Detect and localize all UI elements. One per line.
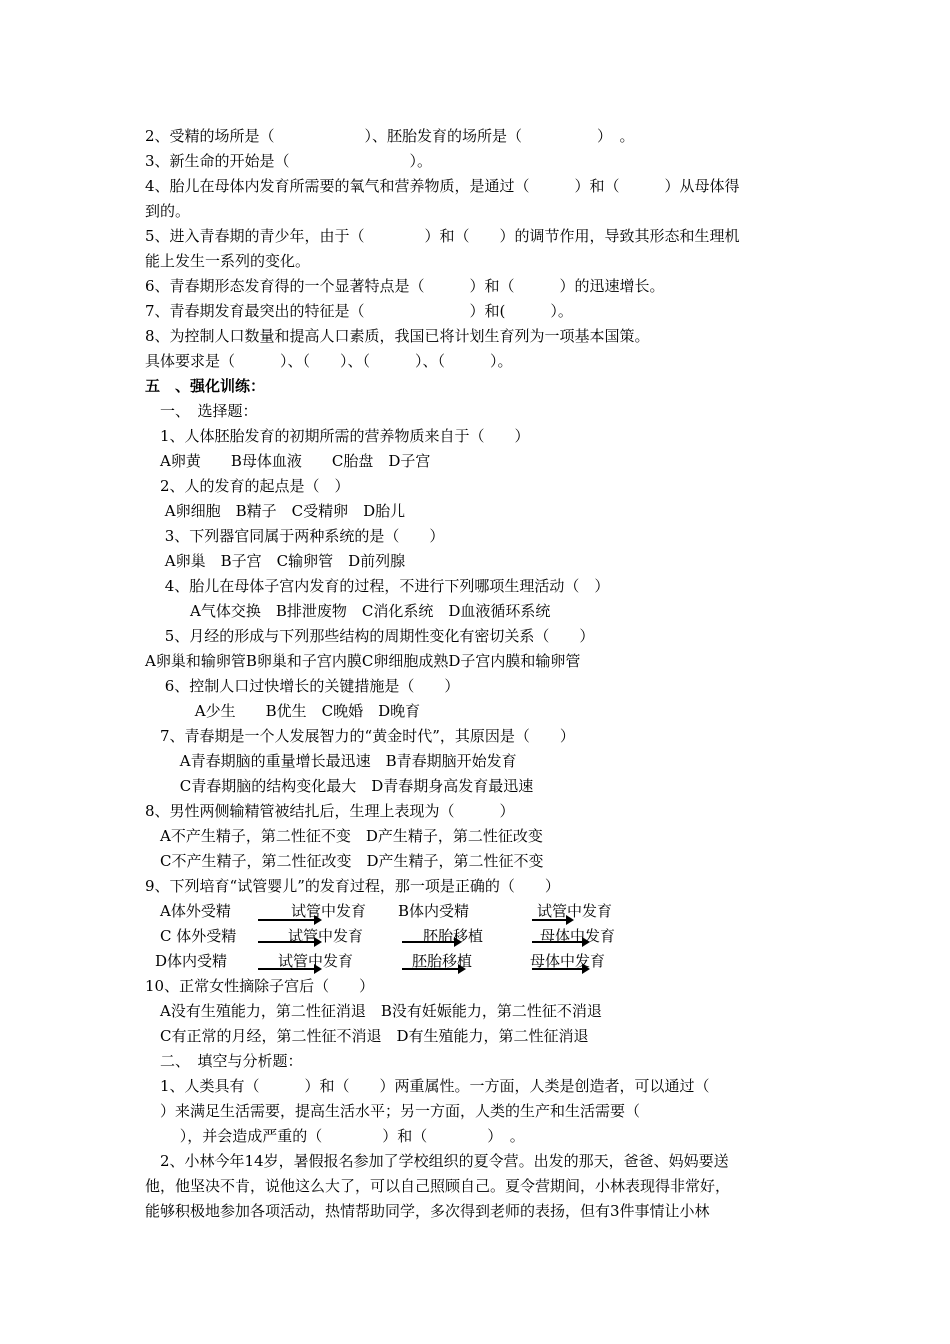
fill-question-5-cont: 能上发生一系列的变化。 bbox=[145, 252, 311, 270]
q9-option-a-step2: 试管中发育 bbox=[291, 902, 367, 920]
analysis-question-2-cont2: 能够积极地参加各项活动，热情帮助同学，多次得到老师的表扬，但有3件事情让小林 bbox=[145, 1202, 710, 1220]
choice-options-10b: C有正常的月经，第二性征不消退 D有生殖能力，第二性征消退 bbox=[145, 1027, 589, 1045]
choice-options-2: A卵细胞 B精子 C受精卵 D胎儿 bbox=[145, 502, 406, 520]
analysis-question-1-cont2: ），并会造成严重的（ ）和（ ） 。 bbox=[145, 1127, 525, 1145]
choice-question-10: 10、正常女性摘除子宫后（ ） bbox=[145, 977, 375, 995]
choice-options-10a: A没有生殖能力，第二性征消退 B没有妊娠能力，第二性征不消退 bbox=[145, 1002, 602, 1020]
choice-options-8b: C不产生精子，第二性征改变 D产生精子，第二性征不变 bbox=[145, 852, 544, 870]
q9-option-c-step2: 试管中发育 bbox=[288, 927, 364, 945]
choice-options-4: A气体交换 B排泄废物 C消化系统 D血液循环系统 bbox=[145, 602, 551, 620]
fill-question-2: 2、受精的场所是（ ）、胚胎发育的场所是（ ） 。 bbox=[145, 127, 635, 145]
q9-option-a-step1: A体外受精 bbox=[160, 902, 231, 920]
fill-question-6: 6、青春期形态发育得的一个显著特点是（ ）和（ ）的迅速增长。 bbox=[145, 277, 665, 295]
q9-option-b-step1: B体内受精 bbox=[398, 902, 470, 920]
choice-question-8: 8、男性两侧输精管被结扎后，生理上表现为（ ） bbox=[145, 802, 515, 820]
choice-options-7a: A青春期脑的重量增长最迅速 B青春期脑开始发育 bbox=[145, 752, 517, 770]
choice-question-9: 9、下列培育“试管婴儿”的发育过程，那一项是正确的（ ） bbox=[145, 877, 560, 895]
q9-option-d-step1: D体内受精 bbox=[155, 952, 228, 970]
subsection-heading-choice: 一、 选择题： bbox=[145, 402, 258, 420]
choice-question-1: 1、人体胚胎发育的初期所需的营养物质来自于（ ） bbox=[145, 427, 530, 445]
fill-question-8-cont: 具体要求是（ ）、（ ）、（ ）、（ ）。 bbox=[145, 352, 513, 370]
fill-question-7: 7、青春期发育最突出的特征是（ ）和( ）。 bbox=[145, 302, 573, 320]
choice-options-5: A卵巢和输卵管B卵巢和子宫内膜C卵细胞成熟D子宫内膜和输卵管 bbox=[145, 652, 581, 670]
q9-option-d-step4: 母体中发育 bbox=[530, 952, 606, 970]
fill-question-3: 3、新生命的开始是（ ）。 bbox=[145, 152, 433, 170]
analysis-question-2: 2、小林今年14岁，暑假报名参加了学校组织的夏令营。出发的那天，爸爸、妈妈要送 bbox=[145, 1152, 729, 1170]
subsection-heading-fill: 二、 填空与分析题： bbox=[145, 1052, 303, 1070]
fill-question-4: 4、胎儿在母体内发育所需要的氧气和营养物质，是通过（ ）和（ ）从母体得 bbox=[145, 177, 740, 195]
q9-option-c-step1: C 体外受精 bbox=[160, 927, 237, 945]
choice-options-6: A少生 B优生 C晚婚 D晚育 bbox=[145, 702, 421, 720]
fill-question-5: 5、进入青春期的青少年，由于（ ）和（ ）的调节作用，导致其形态和生理机 bbox=[145, 227, 740, 245]
analysis-question-1-cont: ）来满足生活需要，提高生活水平；另一方面，人类的生产和生活需要（ bbox=[145, 1102, 641, 1120]
q9-option-c-step3: 胚胎移植 bbox=[423, 927, 484, 945]
choice-options-1: A卵黄 B母体血液 C胎盘 D子宫 bbox=[145, 452, 431, 470]
choice-options-3: A卵巢 B子宫 C输卵管 D前列腺 bbox=[145, 552, 406, 570]
choice-question-5: 5、月经的形成与下列那些结构的周期性变化有密切关系（ ） bbox=[145, 627, 595, 645]
choice-question-4: 4、胎儿在母体子宫内发育的过程，不进行下列哪项生理活动（ ） bbox=[145, 577, 610, 595]
q9-option-d-step3: 胚胎移植 bbox=[412, 952, 473, 970]
section-heading: 五 、强化训练： bbox=[145, 377, 266, 395]
analysis-question-1: 1、人类具有（ ）和（ ）两重属性。一方面，人类是创造者，可以通过（ bbox=[145, 1077, 710, 1095]
fill-question-8: 8、为控制人口数量和提高人口素质，我国已将计划生育列为一项基本国策。 bbox=[145, 327, 650, 345]
choice-question-2: 2、人的发育的起点是（ ） bbox=[145, 477, 350, 495]
analysis-question-2-cont: 他，他坚决不肯，说他这么大了，可以自己照顾自己。夏令营期间，小林表现得非常好， bbox=[145, 1177, 731, 1195]
q9-option-d-step2: 试管中发育 bbox=[278, 952, 354, 970]
choice-options-8a: A不产生精子，第二性征不变 D产生精子，第二性征改变 bbox=[145, 827, 543, 845]
choice-question-6: 6、控制人口过快增长的关键措施是（ ） bbox=[145, 677, 460, 695]
choice-question-3: 3、下列器官同属于两种系统的是（ ） bbox=[145, 527, 445, 545]
choice-options-7b: C青春期脑的结构变化最大 D青春期身高发育最迅速 bbox=[145, 777, 534, 795]
q9-option-b-step2: 试管中发育 bbox=[537, 902, 613, 920]
fill-question-4-cont: 到的。 bbox=[145, 202, 191, 220]
choice-question-7: 7、青春期是一个人发展智力的“黄金时代”，其原因是（ ） bbox=[145, 727, 575, 745]
q9-option-c-step4: 母体中发育 bbox=[540, 927, 616, 945]
